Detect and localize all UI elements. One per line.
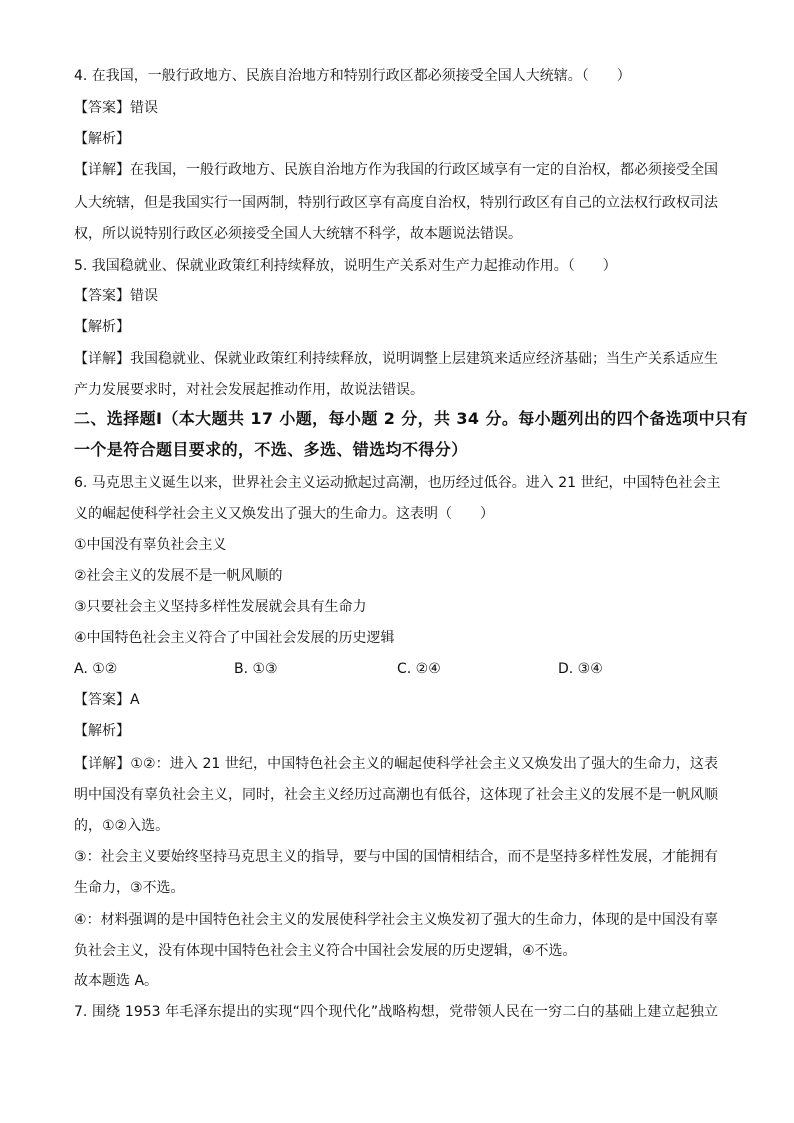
q6-analysis-label: 【解析】 <box>74 723 130 739</box>
q4-answer: 【答案】错误 <box>74 100 158 116</box>
q5-stem: 5. 我国稳就业、保就业政策红利持续释放，说明生产关系对生产力起推动作用。（ ） <box>74 258 617 274</box>
q6-detail-line: 【详解】①②：进入 21 世纪，中国特色社会主义的崛起使科学社会主义又焕发出了强大的生命力，这表 <box>74 756 718 772</box>
q6-detail-line: 负社会主义，没有体现中国特色社会主义符合中国社会发展的历史逻辑，④不选。 <box>74 943 577 959</box>
q5-detail-line: 产力发展要求时，对社会发展起推动作用，故说法错误。 <box>74 382 424 398</box>
q4-detail-line: 权，所以说特别行政区必须接受全国人大统辖不科学，故本题说法错误。 <box>74 226 522 242</box>
q5-analysis-label: 【解析】 <box>74 319 130 335</box>
q5-answer: 【答案】错误 <box>74 288 158 304</box>
q6-detail-line: 的，①②入选。 <box>74 818 170 834</box>
q6-statement: ④中国特色社会主义符合了中国社会发展的历史逻辑 <box>74 630 395 646</box>
option-c: C. ②④ <box>397 661 441 677</box>
q6-stem-line: 6. 马克思主义诞生以来，世界社会主义运动掀起过高潮，也历经过低谷。进入 21 世纪，中国特色社会主 <box>74 475 721 491</box>
q6-answer: 【答案】A <box>74 692 140 708</box>
q4-detail-line: 【详解】在我国，一般行政地方、民族自治地方作为我国的行政区域享有一定的自治权，都必须接受全国 <box>74 162 718 178</box>
option-a: A. ①② <box>74 661 118 677</box>
q6-statement: ③只要社会主义坚持多样性发展就会具有生命力 <box>74 599 367 615</box>
option-b: B. ①③ <box>234 661 278 677</box>
q6-detail-line: 明中国没有辜负社会主义，同时，社会主义经历过高潮也有低谷，这体现了社会主义的发展不是一帆风顺 <box>74 787 718 803</box>
q5-detail-line: 【详解】我国稳就业、保就业政策红利持续释放，说明调整上层建筑来适应经济基础；当生产关系适应生 <box>74 351 718 367</box>
section-heading: 二、选择题Ⅰ（本大题共 17 小题，每小题 2 分，共 34 分。每小题列出的四个备选项中只有 <box>74 409 748 428</box>
q6-detail-line: ③：社会主义要始终坚持马克思主义的指导，要与中国的国情相结合，而不是坚持多样性发展，才能拥有 <box>74 849 718 865</box>
section-heading: 一个是符合题目要求的，不选、多选、错选均不得分） <box>74 440 468 459</box>
q6-statement: ①中国没有辜负社会主义 <box>74 537 227 553</box>
q6-stem-line: 义的崛起使科学社会主义又焕发出了强大的生命力。这表明（ ） <box>74 506 494 522</box>
q4-stem: 4. 在我国，一般行政地方、民族自治地方和特别行政区都必须接受全国人大统辖。（ ） <box>74 68 631 84</box>
q7-stem: 7. 围绕 1953 年毛泽东提出的实现“四个现代化”战略构想，党带领人民在一穷二白的基础上建立起独立 <box>74 1004 718 1020</box>
q4-detail-line: 人大统辖，但是我国实行一国两制，特别行政区享有高度自治权，特别行政区有自己的立法权行政权司法 <box>74 195 718 211</box>
option-d: D. ③④ <box>558 661 603 677</box>
q6-statement: ②社会主义的发展不是一帆风顺的 <box>74 568 283 584</box>
q6-detail-line: 生命力，③不选。 <box>74 880 185 896</box>
q4-analysis-label: 【解析】 <box>74 131 130 147</box>
q6-options <box>74 659 718 679</box>
q6-detail-line: ④：材料强调的是中国特色社会主义的发展使科学社会主义焕发初了强大的生命力，体现的是中国没有辜 <box>74 912 718 928</box>
q6-detail-line: 故本题选 A。 <box>74 973 159 989</box>
